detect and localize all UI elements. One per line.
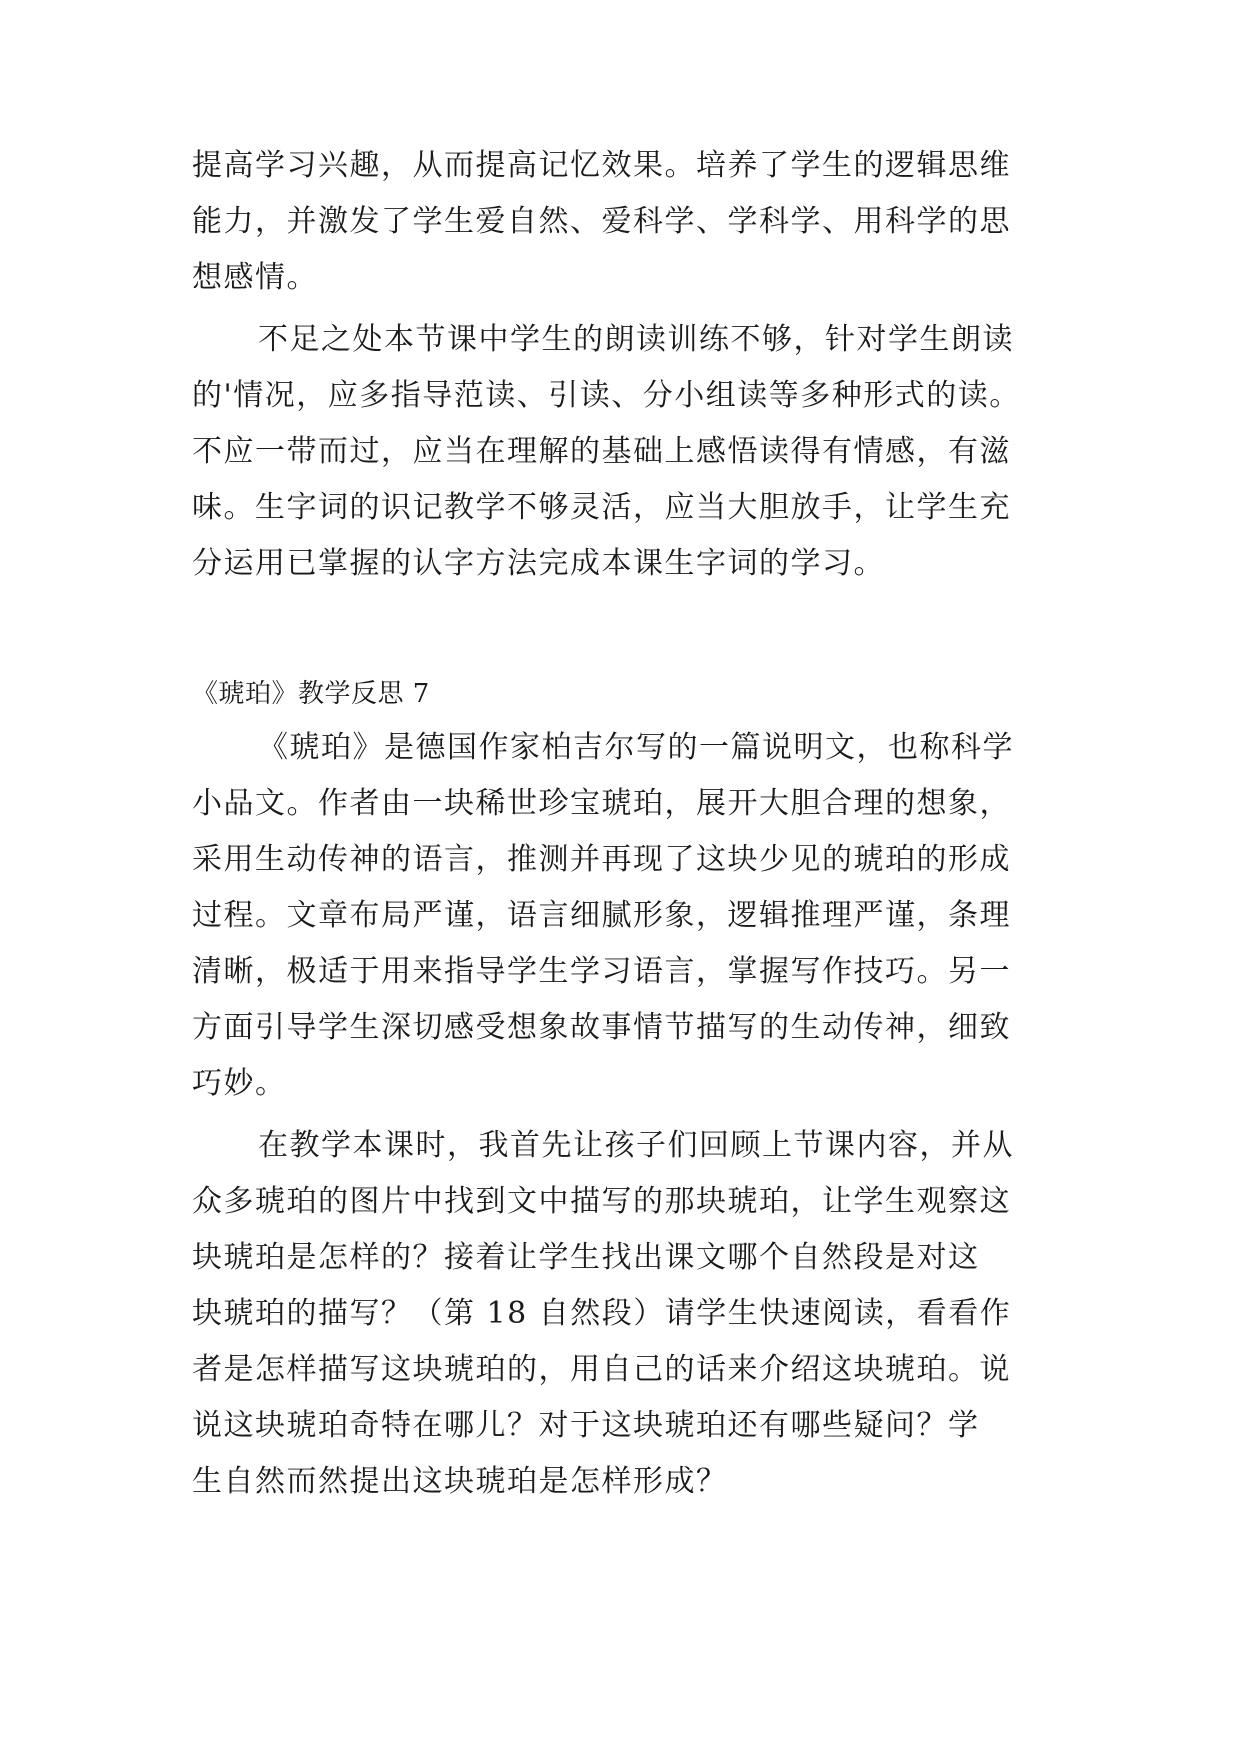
paragraph-2-line-5: 分运用已掌握的认字方法完成本课生字词的学习。	[192, 546, 885, 581]
paragraph-3-line-7: 巧妙。	[192, 1066, 287, 1101]
paragraph-2-line-2: 的'情况，应多指导范读、引读、分小组读等多种形式的读。	[192, 378, 1021, 413]
paragraph-1-line-2: 能力，并激发了学生爱自然、爱科学、学科学、用科学的思	[192, 204, 1011, 239]
paragraph-4-line-6: 说这块琥珀奇特在哪儿？对于这块琥珀还有哪些疑问？学	[192, 1408, 980, 1443]
paragraph-4-line-4: 块琥珀的描写？（第 18 自然段）请学生快速阅读，看看作	[192, 1296, 1012, 1331]
paragraph-4-line-1: 在教学本课时，我首先让孩子们回顾上节课内容，并从	[258, 1128, 1014, 1163]
paragraph-1-line-1: 提高学习兴趣，从而提高记忆效果。培养了学生的逻辑思维	[192, 148, 1011, 183]
paragraph-3-line-6: 方面引导学生深切感受想象故事情节描写的生动传神，细致	[192, 1010, 1011, 1045]
paragraph-4-line-7: 生自然而然提出这块琥珀是怎样形成？	[192, 1464, 728, 1499]
paragraph-4-line-2: 众多琥珀的图片中找到文中描写的那块琥珀，让学生观察这	[192, 1184, 1011, 1219]
paragraph-3-line-4: 过程。文章布局严谨，语言细腻形象，逻辑推理严谨，条理	[192, 898, 1011, 933]
paragraph-1-line-3: 想感情。	[192, 260, 318, 295]
paragraph-4-line-3: 块琥珀是怎样的？接着让学生找出课文哪个自然段是对这	[192, 1240, 980, 1275]
paragraph-2-line-3: 不应一带而过，应当在理解的基础上感悟读得有情感，有滋	[192, 434, 1011, 469]
paragraph-4-line-5: 者是怎样描写这块琥珀的，用自己的话来介绍这块琥珀。说	[192, 1352, 1011, 1387]
paragraph-2-line-4: 味。生字词的识记教学不够灵活，应当大胆放手，让学生充	[192, 490, 1011, 525]
paragraph-3-line-5: 清晰，极适于用来指导学生学习语言，掌握写作技巧。另一	[192, 954, 1011, 989]
paragraph-3-line-2: 小品文。作者由一块稀世珍宝琥珀，展开大胆合理的想象，	[192, 786, 1011, 821]
section-heading: 《琥珀》教学反思 7	[192, 679, 430, 709]
paragraph-2-line-1: 不足之处本节课中学生的朗读训练不够，针对学生朗读	[258, 322, 1014, 357]
paragraph-3-line-1: 《琥珀》是德国作家柏吉尔写的一篇说明文，也称科学	[258, 730, 1014, 765]
paragraph-3-line-3: 采用生动传神的语言，推测并再现了这块少见的琥珀的形成	[192, 842, 1011, 877]
